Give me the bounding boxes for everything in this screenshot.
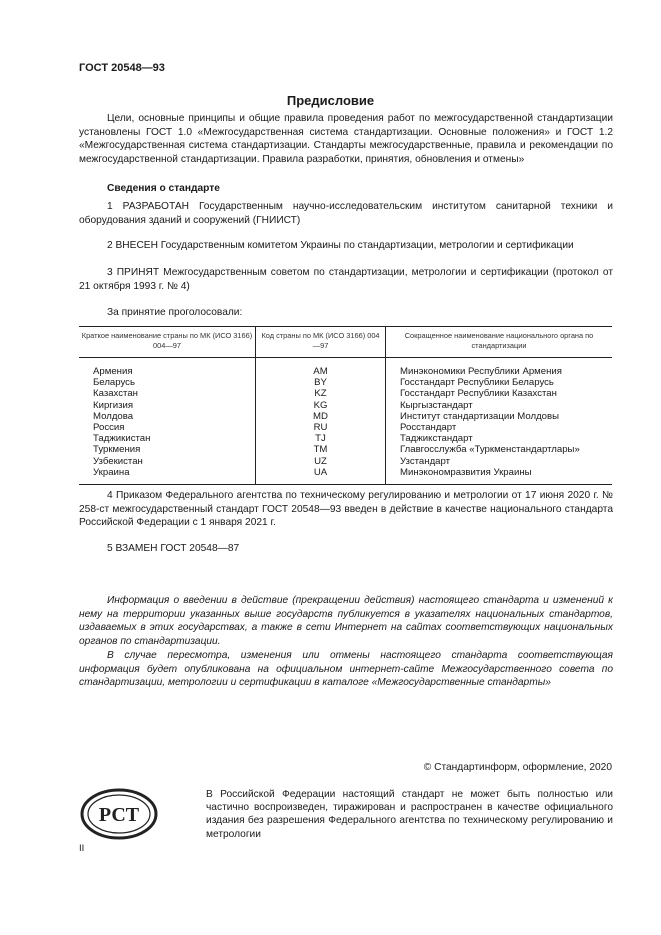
countries-table [79,326,612,485]
page-number: II [79,843,85,854]
cell-body: Кыргызстандарт [386,400,613,411]
cell-country: Армения [93,366,133,377]
table-row [79,456,612,467]
cell-code: UZ [256,456,386,467]
cell-country: Украина [93,466,130,478]
cell-country: Туркмения [93,444,141,456]
cell-country: Россия [93,422,125,434]
cell-country: Узбекистан [93,455,143,467]
cell-code: TM [256,444,386,455]
table-row [79,433,612,444]
item-developed: 1 РАЗРАБОТАН Государственным научно-исследовательским институтом санитарной техники и оборудования зданий и сооружений (ГНИИСТ) [79,201,613,226]
document-header-id: ГОСТ 20548—93 [79,62,165,74]
cell-code: AM [256,358,386,378]
cell-body: Госстандарт Республики Беларусь [386,377,613,388]
table-row [79,377,612,388]
table-row [79,444,612,455]
cell-code: UA [256,467,386,485]
table-row [79,422,612,433]
table-row [79,411,612,422]
cell-body: Институт стандартизации Молдовы [386,411,613,422]
cell-code: MD [256,411,386,422]
table-row [79,467,612,485]
cell-code: KZ [256,388,386,399]
table-body [79,358,612,485]
item-adopted: 3 ПРИНЯТ Межгосударственным советом по стандартизации, метрологии и сертификации (протокол от 21 октября 1993 г. № 4) [79,267,613,292]
cell-code: KG [256,400,386,411]
cell-body: Минэкономразвития Украины [386,467,613,485]
table-header-code: Код страны по МК (ИСО 3166) 004—97 [256,327,386,358]
table-row [79,400,612,411]
info-heading: Сведения о стандарте [107,183,220,194]
cell-country: Таджикистан [93,433,151,445]
rst-logo-icon [79,787,159,841]
table-row [79,388,612,399]
cell-country: Беларусь [93,377,135,389]
cell-body: Таджикстандарт [386,433,613,444]
table-row [79,358,612,378]
item-introduced: 2 ВНЕСЕН Государственным комитетом Украины по стандартизации, метрологии и сертификации [107,240,574,251]
cell-body: Росстандарт [386,422,613,433]
table-header-country: Краткое наименование страны по МК (ИСО 3166) 004—97 [79,327,256,358]
cell-code: BY [256,377,386,388]
item-replaces: 5 ВЗАМЕН ГОСТ 20548—87 [107,543,240,554]
cell-body: Минэкономики Республики Армения [386,358,613,378]
cell-country: Молдова [93,410,134,422]
rst-logo-mark: РСТ [98,804,140,826]
item-order: 4 Приказом Федерального агентства по техническому регулированию и метрологии от 17 июня 2020 г. № 258-ст межгосударственный стандарт ГОСТ 20548—93 введен в действие в качестве национального стандарта Российской Федерации с 1 января 2021 г. [79,490,613,529]
copyright-notice: В Российской Федерации настоящий стандарт не может быть полностью или частично воспроизведен, тиражирован и распространен в качестве официального издания без разрешения Федерального агентства по техническому регулированию и метрологии [206,789,613,840]
table-header-body: Сокращенное наименование национального органа по стандартизации [386,327,613,358]
note-paragraph-2: В случае пересмотра, изменения или отмены настоящего стандарта соответствующая информация будет опубликована на официальном интернет-сайте Межгосударственного совета по стандартизации, метрологии и сертификации в каталоге «Межгосударственные стандарты» [79,650,613,689]
cell-body: Узстандарт [386,456,613,467]
cell-code: RU [256,422,386,433]
copyright-line: © Стандартинформ, оформление, 2020 [423,762,612,773]
table-header-row [79,327,612,358]
cell-country: Киргизия [93,399,134,411]
cell-country: Казахстан [93,388,138,400]
note-paragraph-1: Информация о введении в действие (прекращении действия) настоящего стандарта и изменений к нему на территории указанных выше государств публикуется в указателях национальных стандартов, издаваемых в этих государствах, а также в сети Интернет на сайтах соответствующих национальных органов по стандартизации. [79,595,613,647]
cell-body: Госстандарт Республики Казахстан [386,388,613,399]
page-title: Предисловие [286,93,375,108]
cell-body: Главгосслужба «Туркменстандартлары» [386,444,613,455]
cell-code: TJ [256,433,386,444]
intro-paragraph: Цели, основные принципы и общие правила проведения работ по межгосударственной стандартизации установлены ГОСТ 1.0 «Межгосударственная система стандартизации. Основные положения» и ГОСТ 1.2 «Межгосударственная система стандартизации. Стандарты межгосударственные, правила и рекомендации по межгосударственной стандартизации. Правила разработки, принятия, обновления и отмены» [79,113,613,165]
item-voted: За принятие проголосовали: [107,307,243,318]
